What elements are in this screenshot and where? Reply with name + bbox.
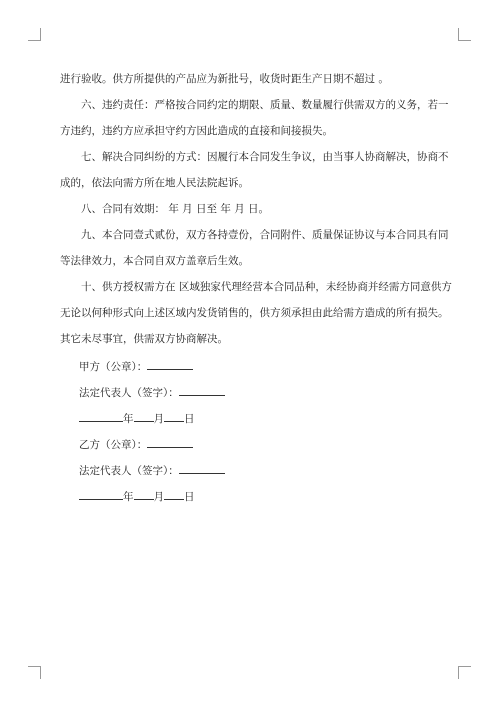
clause-10-authorization-line-2: 无论以何种形式向上述区域内发货销售的，供方须承担由此给需方造成的所有损失。 [60, 307, 449, 319]
text-line-acceptance: 进行验收。供方所提供的产品应为新批号，收货时距生产日期不超过 。 [60, 73, 389, 85]
party-a-rep-blank [179, 384, 225, 396]
clause-6-breach-line-2: 方违约，违约方应承担守约方因此造成的直接和间接损失。 [60, 125, 333, 137]
party-b-rep-label: 法定代表人（签字）： [79, 465, 179, 477]
party-b-year-blank [79, 488, 123, 500]
party-b-day-label: 日 [184, 491, 195, 503]
party-b-year-label: 年 [123, 491, 134, 503]
party-a-month-blank [134, 410, 154, 422]
clause-9-copies-line-1: 九、本合同壹式贰份，双方各持壹份，合同附件、质量保证协议与本合同具有同 [81, 229, 449, 241]
crop-mark-bottom-left [28, 666, 41, 679]
clause-6-breach-line-1: 六、违约责任：严格按合同约定的期限、质量、数量履行供需双方的义务，若一 [81, 99, 449, 111]
crop-mark-top-left [28, 28, 41, 41]
party-a-seal-blank [147, 358, 193, 370]
party-a-seal [79, 358, 193, 374]
crop-mark-top-right [458, 28, 471, 41]
party-b-seal-label: 乙方（公章）： [79, 439, 148, 451]
party-a-year-blank [79, 410, 123, 422]
party-b-month-blank [134, 488, 154, 500]
clause-9-copies-line-2: 等法律效力，本合同自双方盖章后生效。 [60, 255, 249, 267]
clause-8-validity: 八、合同有效期： 年 月 日至 年 月 日。 [81, 203, 270, 215]
party-b-representative [79, 462, 225, 478]
party-a-representative [79, 384, 225, 400]
party-b-month-label: 月 [153, 491, 164, 503]
party-a-month-label: 月 [153, 413, 164, 425]
party-b-date [79, 488, 195, 504]
party-b-seal [79, 436, 193, 452]
crop-mark-bottom-right [458, 666, 471, 679]
party-b-day-blank [164, 488, 184, 500]
clause-10-authorization-line-1: 十、供方授权需方在 区域独家代理经营本合同品种，未经协商并经需方同意供方 [81, 281, 452, 293]
party-a-day-blank [164, 410, 184, 422]
clause-7-dispute-line-2: 成的，依法向需方所在地人民法院起诉。 [60, 177, 249, 189]
party-a-date [79, 410, 195, 426]
party-b-seal-blank [147, 436, 193, 448]
party-a-day-label: 日 [184, 413, 195, 425]
party-a-year-label: 年 [123, 413, 134, 425]
other-matters-line: 其它未尽事宜，供需双方协商解决。 [60, 333, 228, 345]
clause-7-dispute-line-1: 七、解决合同纠纷的方式：因履行本合同发生争议，由当事人协商解决，协商不 [81, 151, 449, 163]
party-a-seal-label: 甲方（公章）： [79, 361, 148, 373]
party-b-rep-blank [179, 462, 225, 474]
party-a-rep-label: 法定代表人（签字）： [79, 387, 179, 399]
